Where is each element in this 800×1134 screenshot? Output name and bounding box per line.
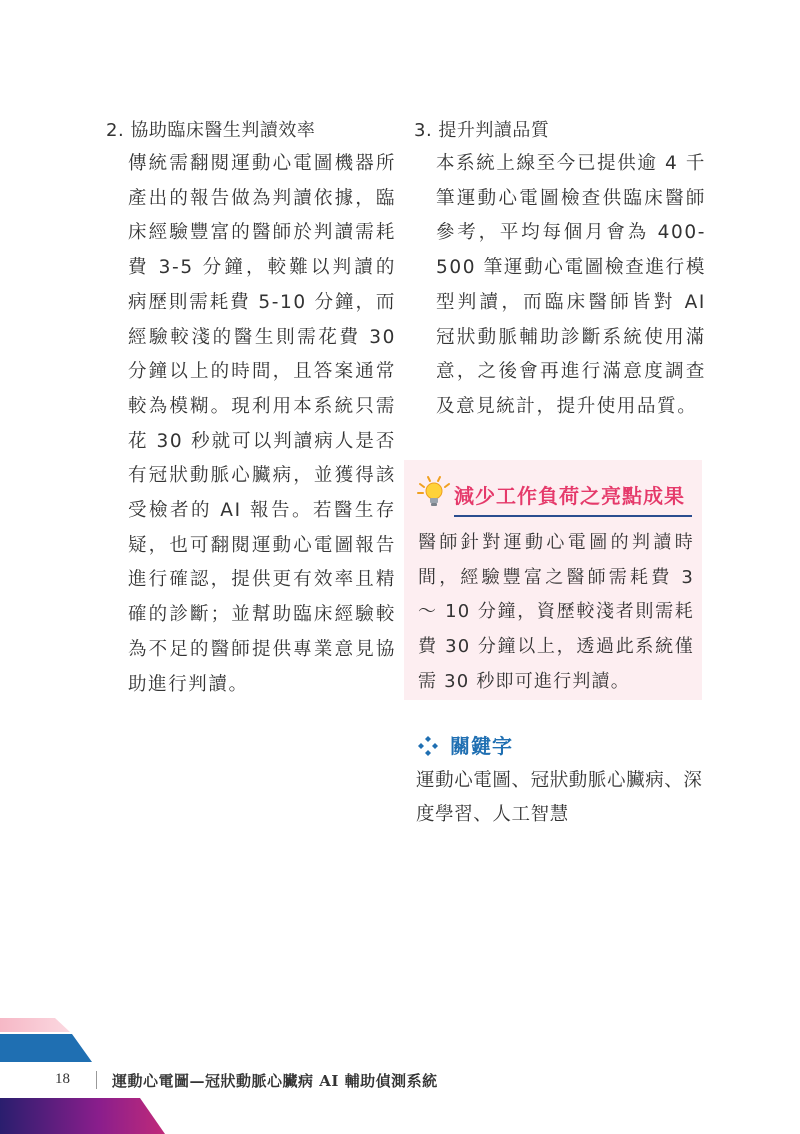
highlight-title: 減少工作負荷之亮點成果 — [454, 484, 685, 508]
section-heading-3: 3. 提升判讀品質 — [414, 120, 550, 141]
keywords-title: 關鍵字 — [450, 734, 513, 758]
highlight-title-row — [414, 474, 692, 510]
section-paragraph-2: 傳統需翻閱運動心電圖機器所產出的報告做為判讀依據，臨床經驗豐富的醫師於判讀需耗費 3-5 分鐘，較難以判讀的病歷則需耗費 5-10 分鐘，而經驗較淺的醫生則需花費 30 分鐘以上的時間，且答案通常較為模糊。現利用本系統只需花 30 秒就可以判讀病人是否有冠狀動脈心臟病，並獲得該受檢者的 AI 報告。若醫生存疑，也可翻閱運動心電圖報告進行確認，提供更有效率且精確的診斷；並幫助臨床經驗較為不足的醫師提供專業意見協助進行判讀。 — [128, 153, 396, 695]
section-paragraph-3: 本系統上線至今已提供逾 4 千筆運動心電圖檢查供臨床醫師參考，平均每個月會為 400-500 筆運動心電圖檢查進行模型判讀，而臨床醫師皆對 AI 冠狀動脈輔助診斷系統使用滿意，之後會再進行滿意度調查及意見統計，提升使用品質。 — [436, 153, 706, 417]
highlight-underline — [454, 515, 692, 517]
keywords-title-row — [416, 728, 696, 762]
right-column — [414, 116, 706, 425]
highlight-box — [404, 460, 702, 700]
page-number: 18 — [55, 1071, 70, 1087]
diamond-bullet-icon — [416, 734, 440, 758]
footer-divider — [96, 1071, 97, 1089]
left-column — [106, 116, 396, 702]
lightbulb-icon — [414, 474, 454, 510]
footer-title: 運動心電圖—冠狀動脈心臟病 AI 輔助偵測系統 — [112, 1072, 438, 1090]
section-heading-2: 2. 協助臨床醫生判讀效率 — [106, 120, 316, 141]
highlight-text: 醫師針對運動心電圖的判讀時間，經驗豐富之醫師需耗費 3 ～ 10 分鐘，資歷較淺者則需耗費 30 分鐘以上，透過此系統僅需 30 秒即可進行判讀。 — [418, 532, 694, 692]
keywords-text: 運動心電圖、冠狀動脈心臟病、深度學習、人工智慧 — [416, 770, 703, 825]
